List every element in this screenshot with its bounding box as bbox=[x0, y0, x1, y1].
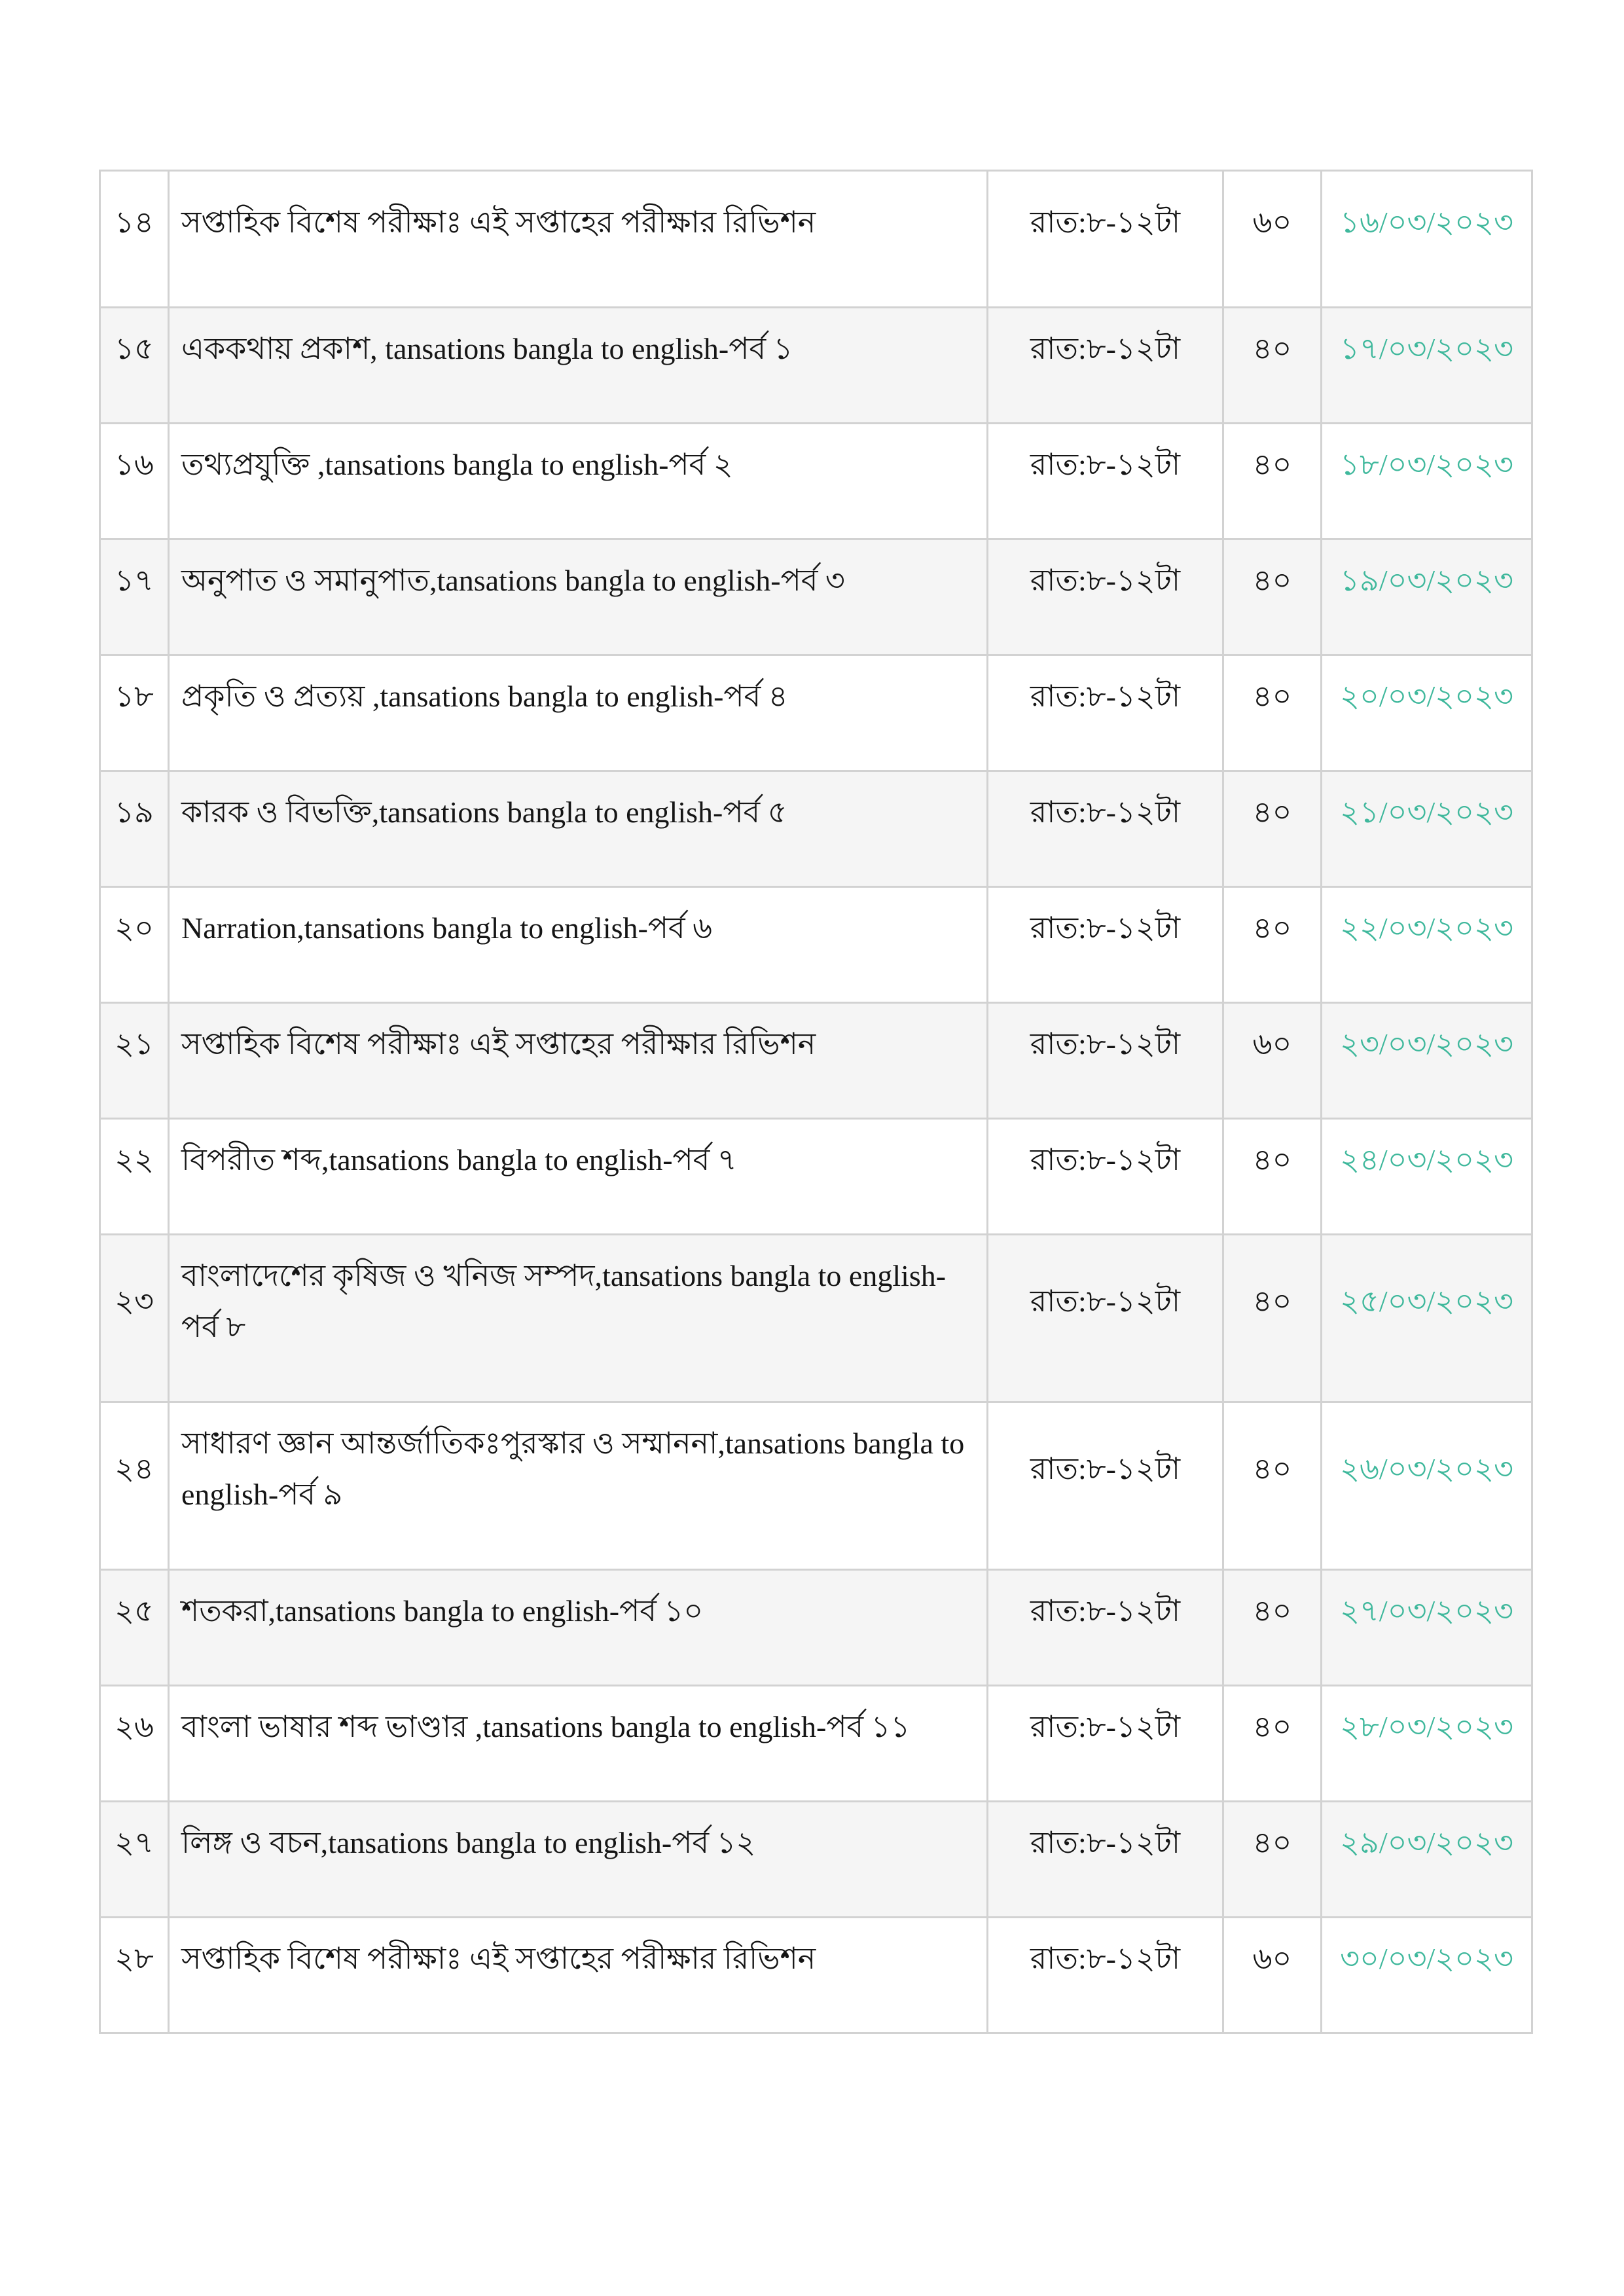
serial-cell: ২৪ bbox=[100, 1402, 169, 1570]
date-cell: ২৬/০৩/২০২৩ bbox=[1322, 1402, 1532, 1570]
serial-cell: ১৮ bbox=[100, 655, 169, 771]
marks-cell: ৪০ bbox=[1223, 308, 1322, 424]
table-row bbox=[100, 1802, 1532, 1918]
time-cell: রাত:৮-১২টা bbox=[988, 424, 1223, 539]
date-cell: ৩০/০৩/২০২৩ bbox=[1322, 1918, 1532, 2033]
marks-cell: ৪০ bbox=[1223, 424, 1322, 539]
table-row bbox=[100, 1918, 1532, 2033]
topic-cell: বাংলাদেশের কৃষিজ ও খনিজ সম্পদ,tansations bangla to english-পর্ব ৮ bbox=[169, 1235, 988, 1402]
date-cell: ২৫/০৩/২০২৩ bbox=[1322, 1235, 1532, 1402]
date-cell: ২০/০৩/২০২৩ bbox=[1322, 655, 1532, 771]
marks-cell: ৪০ bbox=[1223, 1570, 1322, 1686]
serial-cell: ২৩ bbox=[100, 1235, 169, 1402]
marks-cell: ৪০ bbox=[1223, 1686, 1322, 1802]
time-cell: রাত:৮-১২টা bbox=[988, 539, 1223, 655]
topic-cell: Narration,tansations bangla to english-পর্ব ৬ bbox=[169, 887, 988, 1003]
schedule-table-body bbox=[100, 171, 1532, 2033]
topic-cell: লিঙ্গ ও বচন,tansations bangla to english-পর্ব ১২ bbox=[169, 1802, 988, 1918]
marks-cell: ৬০ bbox=[1223, 171, 1322, 308]
table-row bbox=[100, 1686, 1532, 1802]
time-cell: রাত:৮-১২টা bbox=[988, 655, 1223, 771]
time-cell: রাত:৮-১২টা bbox=[988, 308, 1223, 424]
table-row bbox=[100, 1003, 1532, 1119]
time-cell: রাত:৮-১২টা bbox=[988, 1802, 1223, 1918]
date-cell: ২১/০৩/২০২৩ bbox=[1322, 771, 1532, 887]
table-row bbox=[100, 539, 1532, 655]
marks-cell: ৪০ bbox=[1223, 1119, 1322, 1235]
serial-cell: ১৯ bbox=[100, 771, 169, 887]
date-cell: ২৯/০৩/২০২৩ bbox=[1322, 1802, 1532, 1918]
date-cell: ১৭/০৩/২০২৩ bbox=[1322, 308, 1532, 424]
time-cell: রাত:৮-১২টা bbox=[988, 1119, 1223, 1235]
marks-cell: ৪০ bbox=[1223, 1235, 1322, 1402]
marks-cell: ৬০ bbox=[1223, 1918, 1322, 2033]
table-row bbox=[100, 1570, 1532, 1686]
topic-cell: বিপরীত শব্দ,tansations bangla to english-পর্ব ৭ bbox=[169, 1119, 988, 1235]
time-cell: রাত:৮-১২টা bbox=[988, 1235, 1223, 1402]
time-cell: রাত:৮-১২টা bbox=[988, 1570, 1223, 1686]
date-cell: ২৭/০৩/২০২৩ bbox=[1322, 1570, 1532, 1686]
serial-cell: ১৭ bbox=[100, 539, 169, 655]
table-row bbox=[100, 887, 1532, 1003]
table-row bbox=[100, 771, 1532, 887]
time-cell: রাত:৮-১২টা bbox=[988, 1402, 1223, 1570]
date-cell: ১৮/০৩/২০২৩ bbox=[1322, 424, 1532, 539]
marks-cell: ৪০ bbox=[1223, 887, 1322, 1003]
marks-cell: ৪০ bbox=[1223, 1802, 1322, 1918]
serial-cell: ২৬ bbox=[100, 1686, 169, 1802]
marks-cell: ৪০ bbox=[1223, 539, 1322, 655]
table-row bbox=[100, 1119, 1532, 1235]
time-cell: রাত:৮-১২টা bbox=[988, 171, 1223, 308]
marks-cell: ৬০ bbox=[1223, 1003, 1322, 1119]
date-cell: ২৮/০৩/২০২৩ bbox=[1322, 1686, 1532, 1802]
date-cell: ১৯/০৩/২০২৩ bbox=[1322, 539, 1532, 655]
table-row bbox=[100, 1402, 1532, 1570]
date-cell: ২৪/০৩/২০২৩ bbox=[1322, 1119, 1532, 1235]
topic-cell: তথ্যপ্রযুক্তি ,tansations bangla to english-পর্ব ২ bbox=[169, 424, 988, 539]
time-cell: রাত:৮-১২টা bbox=[988, 1918, 1223, 2033]
topic-cell: শতকরা,tansations bangla to english-পর্ব ১০ bbox=[169, 1570, 988, 1686]
topic-cell: সাধারণ জ্ঞান আন্তর্জাতিকঃপুরস্কার ও সম্মাননা,tansations bangla to english-পর্ব ৯ bbox=[169, 1402, 988, 1570]
table-row bbox=[100, 424, 1532, 539]
serial-cell: ২১ bbox=[100, 1003, 169, 1119]
marks-cell: ৪০ bbox=[1223, 771, 1322, 887]
serial-cell: ২৮ bbox=[100, 1918, 169, 2033]
marks-cell: ৪০ bbox=[1223, 655, 1322, 771]
serial-cell: ২৭ bbox=[100, 1802, 169, 1918]
serial-cell: ১৪ bbox=[100, 171, 169, 308]
serial-cell: ২৫ bbox=[100, 1570, 169, 1686]
topic-cell: সপ্তাহিক বিশেষ পরীক্ষাঃ এই সপ্তাহের পরীক্ষার রিভিশন bbox=[169, 1003, 988, 1119]
marks-cell: ৪০ bbox=[1223, 1402, 1322, 1570]
table-row bbox=[100, 1235, 1532, 1402]
topic-cell: সপ্তাহিক বিশেষ পরীক্ষাঃ এই সপ্তাহের পরীক্ষার রিভিশন bbox=[169, 171, 988, 308]
table-row bbox=[100, 171, 1532, 308]
topic-cell: এককথায় প্রকাশ, tansations bangla to english-পর্ব ১ bbox=[169, 308, 988, 424]
date-cell: ২২/০৩/২০২৩ bbox=[1322, 887, 1532, 1003]
topic-cell: সপ্তাহিক বিশেষ পরীক্ষাঃ এই সপ্তাহের পরীক্ষার রিভিশন bbox=[169, 1918, 988, 2033]
schedule-table bbox=[99, 170, 1533, 2034]
serial-cell: ২২ bbox=[100, 1119, 169, 1235]
serial-cell: ২০ bbox=[100, 887, 169, 1003]
topic-cell: বাংলা ভাষার শব্দ ভাণ্ডার ,tansations bangla to english-পর্ব ১১ bbox=[169, 1686, 988, 1802]
table-row bbox=[100, 308, 1532, 424]
time-cell: রাত:৮-১২টা bbox=[988, 1003, 1223, 1119]
topic-cell: কারক ও বিভক্তি,tansations bangla to english-পর্ব ৫ bbox=[169, 771, 988, 887]
serial-cell: ১৫ bbox=[100, 308, 169, 424]
time-cell: রাত:৮-১২টা bbox=[988, 771, 1223, 887]
date-cell: ২৩/০৩/২০২৩ bbox=[1322, 1003, 1532, 1119]
date-cell: ১৬/০৩/২০২৩ bbox=[1322, 171, 1532, 308]
topic-cell: অনুপাত ও সমানুপাত,tansations bangla to english-পর্ব ৩ bbox=[169, 539, 988, 655]
time-cell: রাত:৮-১২টা bbox=[988, 887, 1223, 1003]
table-row bbox=[100, 655, 1532, 771]
time-cell: রাত:৮-১২টা bbox=[988, 1686, 1223, 1802]
topic-cell: প্রকৃতি ও প্রত্যয় ,tansations bangla to english-পর্ব ৪ bbox=[169, 655, 988, 771]
serial-cell: ১৬ bbox=[100, 424, 169, 539]
